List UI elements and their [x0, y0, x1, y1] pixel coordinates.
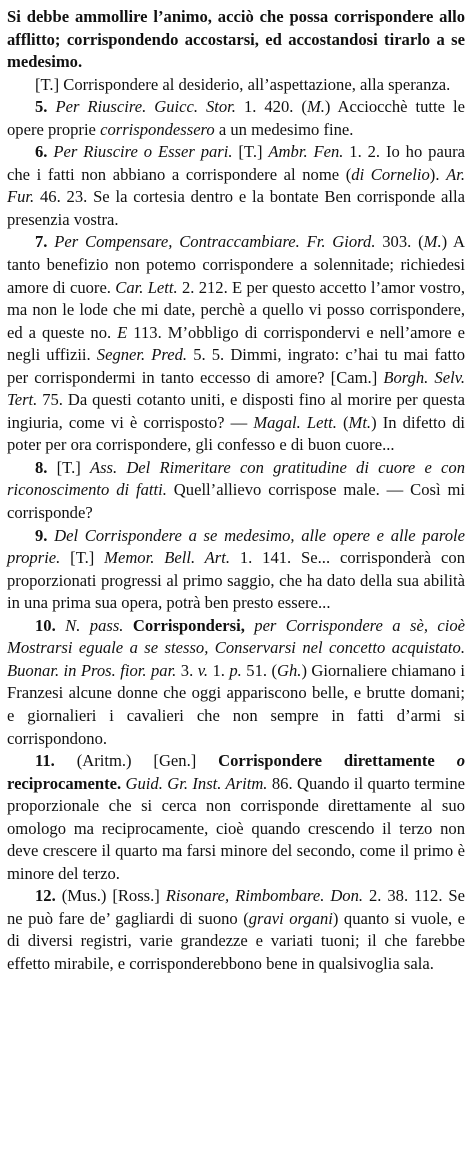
text-segment: 7.	[35, 232, 55, 252]
dictionary-paragraph	[7, 885, 465, 975]
text-segment: Corrispondersi,	[132, 615, 245, 635]
text-segment: (Mus.) [Ross.]	[61, 886, 166, 906]
text-segment: Per Riuscire. Guicc. Stor.	[55, 97, 236, 117]
text-segment: Ass. Del Rimeritare con gratitudine di cuore e con riconoscimento di fatti.	[7, 457, 465, 500]
text-segment: v.	[197, 660, 208, 680]
text-segment: 11.	[35, 751, 77, 771]
text-segment: Segner. Pred.	[96, 345, 188, 365]
text-segment: E	[117, 322, 128, 342]
text-segment: per Corrispondere a sè, cioè Mostrarsi eguale a se stesso, Conservarsi nel concetto acquistato. Buonar. in Pros. fior. par.	[7, 615, 465, 680]
text-segment: p.	[229, 660, 242, 680]
dictionary-paragraph	[7, 96, 465, 141]
text-segment: ) A tanto benefizio non potemo corrispondere a solennitade; richiedesi amore di cuore.	[7, 232, 465, 297]
text-segment: 9.	[35, 525, 55, 545]
text-segment	[123, 616, 132, 635]
text-segment: Per Compensare, Contraccambiare. Fr. Giord.	[54, 232, 376, 252]
dictionary-paragraph	[7, 6, 465, 74]
text-segment: 303. (	[375, 232, 424, 252]
dictionary-paragraph	[7, 141, 465, 231]
text-segment: [T.]	[60, 548, 105, 568]
text-segment: Per Riuscire o Esser pari.	[53, 142, 233, 162]
text-segment: ) quanto si vuole, e di diversi registri, varie grandezze e variati tuoni; il che farebbe effetto mirabile, e corrisponderebbono bene in qualsivoglia sala.	[7, 908, 465, 973]
text-segment: Corrispondere direttamente	[218, 751, 457, 771]
text-segment: Del Corrispondere a se medesimo, alle opere e alle parole proprie.	[7, 525, 465, 568]
text-segment: ) In difetto di poter per ora corrispondere, gli confesso e di buon cuore...	[7, 412, 465, 455]
text-segment: [T.] Corrispondere al desiderio, all’aspettazione, alla speranza.	[35, 74, 451, 94]
text-segment: 1. 141. Se... corrisponderà con proporzionati progressi al primo saggio, che ha dato della sua abilità in una prima sua opera, potrà ben presto essere...	[7, 548, 465, 613]
text-segment: Borgh. Selv. Tert.	[7, 367, 465, 410]
text-segment: [T.]	[56, 457, 90, 477]
text-segment: 46. 23. Se la cortesia dentro e la bontate Ben corrisponde alla presenzia vostra.	[7, 187, 465, 229]
text-segment: ) Giornaliere chiamano i Franzesi alcune donne che oggi appariscono belle, e brutte domani; e giornalieri i cavalieri che non sempre in fatti d’armi si corrispondono.	[7, 660, 465, 748]
text-segment: Mt.	[348, 412, 372, 432]
text-segment: ).	[429, 164, 447, 184]
text-segment: 75. Da questi cotanto uniti, e disposti fino al morire per questa ingiuria, come vi è corrisposto? —	[7, 390, 465, 432]
text-segment: Si debbe ammollire l’animo, acciò che possa corrispondere allo afflitto; corrispondendo accostarsi, ed accostandosi tirarlo a se medesimo.	[7, 7, 465, 72]
dictionary-paragraph	[7, 615, 465, 750]
dictionary-paragraph	[7, 74, 465, 97]
text-segment: Magal. Lett.	[253, 412, 337, 432]
text-segment: (Aritm.) [Gen.]	[76, 751, 219, 771]
text-segment: Risonare, Rimbombare. Don.	[165, 886, 364, 906]
text-segment: [T.]	[232, 142, 269, 162]
text-segment: 10.	[35, 615, 66, 635]
text-segment: Memor. Bell. Art.	[104, 548, 231, 568]
text-segment: 8.	[35, 457, 57, 477]
text-segment: 5.	[35, 97, 56, 117]
text-segment: Quell’allievo corrispose male. — Così mi corrisponde?	[7, 480, 465, 523]
text-segment: Car. Lett.	[115, 277, 178, 297]
text-segment: o	[456, 751, 465, 771]
text-segment: Ambr. Fen.	[268, 142, 344, 162]
text-segment: N. pass.	[65, 615, 124, 635]
dictionary-paragraph	[7, 750, 465, 885]
text-segment: 12.	[35, 886, 62, 906]
text-segment: 2. 212. E per questo accetto l’amor vostro, ma non le lode che mi date, perchè a quello vi posso corrispondere, ed a queste no.	[7, 277, 465, 342]
text-segment: 1. 2. Io ho paura che i fatti non abbiano a corrispondere al nome (	[7, 142, 466, 184]
dictionary-paragraph	[7, 457, 465, 525]
text-segment: 51. (	[241, 660, 277, 680]
text-segment: Gh.	[277, 660, 302, 680]
text-segment: gravi organi	[248, 908, 333, 928]
text-segment	[245, 616, 254, 635]
text-segment: 5. 5. Dimmi, ingrato: c’hai tu mai fatto per corrispondermi in tanto eccesso di amore? [Cam.]	[7, 345, 466, 387]
dictionary-paragraph	[7, 231, 465, 456]
text-segment: di Cornelio	[351, 164, 430, 184]
dictionary-paragraph	[7, 525, 465, 615]
text-segment: a un medesimo fine.	[214, 119, 354, 139]
text-segment: 113. M’obbligo di corrispondervi e nell’amore e negli uffizii.	[7, 322, 465, 365]
text-segment: 6.	[35, 142, 54, 162]
text-segment: Ar. Fur.	[7, 164, 465, 207]
text-segment: 2. 38. 112. Se ne può fare de’ gagliardi di suono (	[7, 886, 465, 928]
text-segment: M.	[306, 97, 325, 117]
text-segment: 86. Quando il quarto termine proporzionale che si cerca non corrisponde direttamente al suo omologo ma reciprocamente, cioè quando crescendo il terzo non deve crescere il quarto ma farsi minore del secondo, come il primo è minore del terzo.	[7, 773, 465, 883]
text-segment: (	[336, 412, 349, 432]
text-segment: 1. 420. (	[235, 97, 307, 117]
text-segment: M.	[423, 232, 442, 252]
text-segment: reciprocamente.	[7, 773, 122, 793]
text-segment: 3.	[176, 660, 198, 680]
text-segment: 1.	[208, 660, 230, 680]
text-segment: ) Acciocchè tutte le opere proprie	[7, 97, 465, 139]
text-segment: corrispondessero	[100, 119, 215, 139]
text-segment: Guid. Gr. Inst. Aritm.	[125, 773, 268, 793]
